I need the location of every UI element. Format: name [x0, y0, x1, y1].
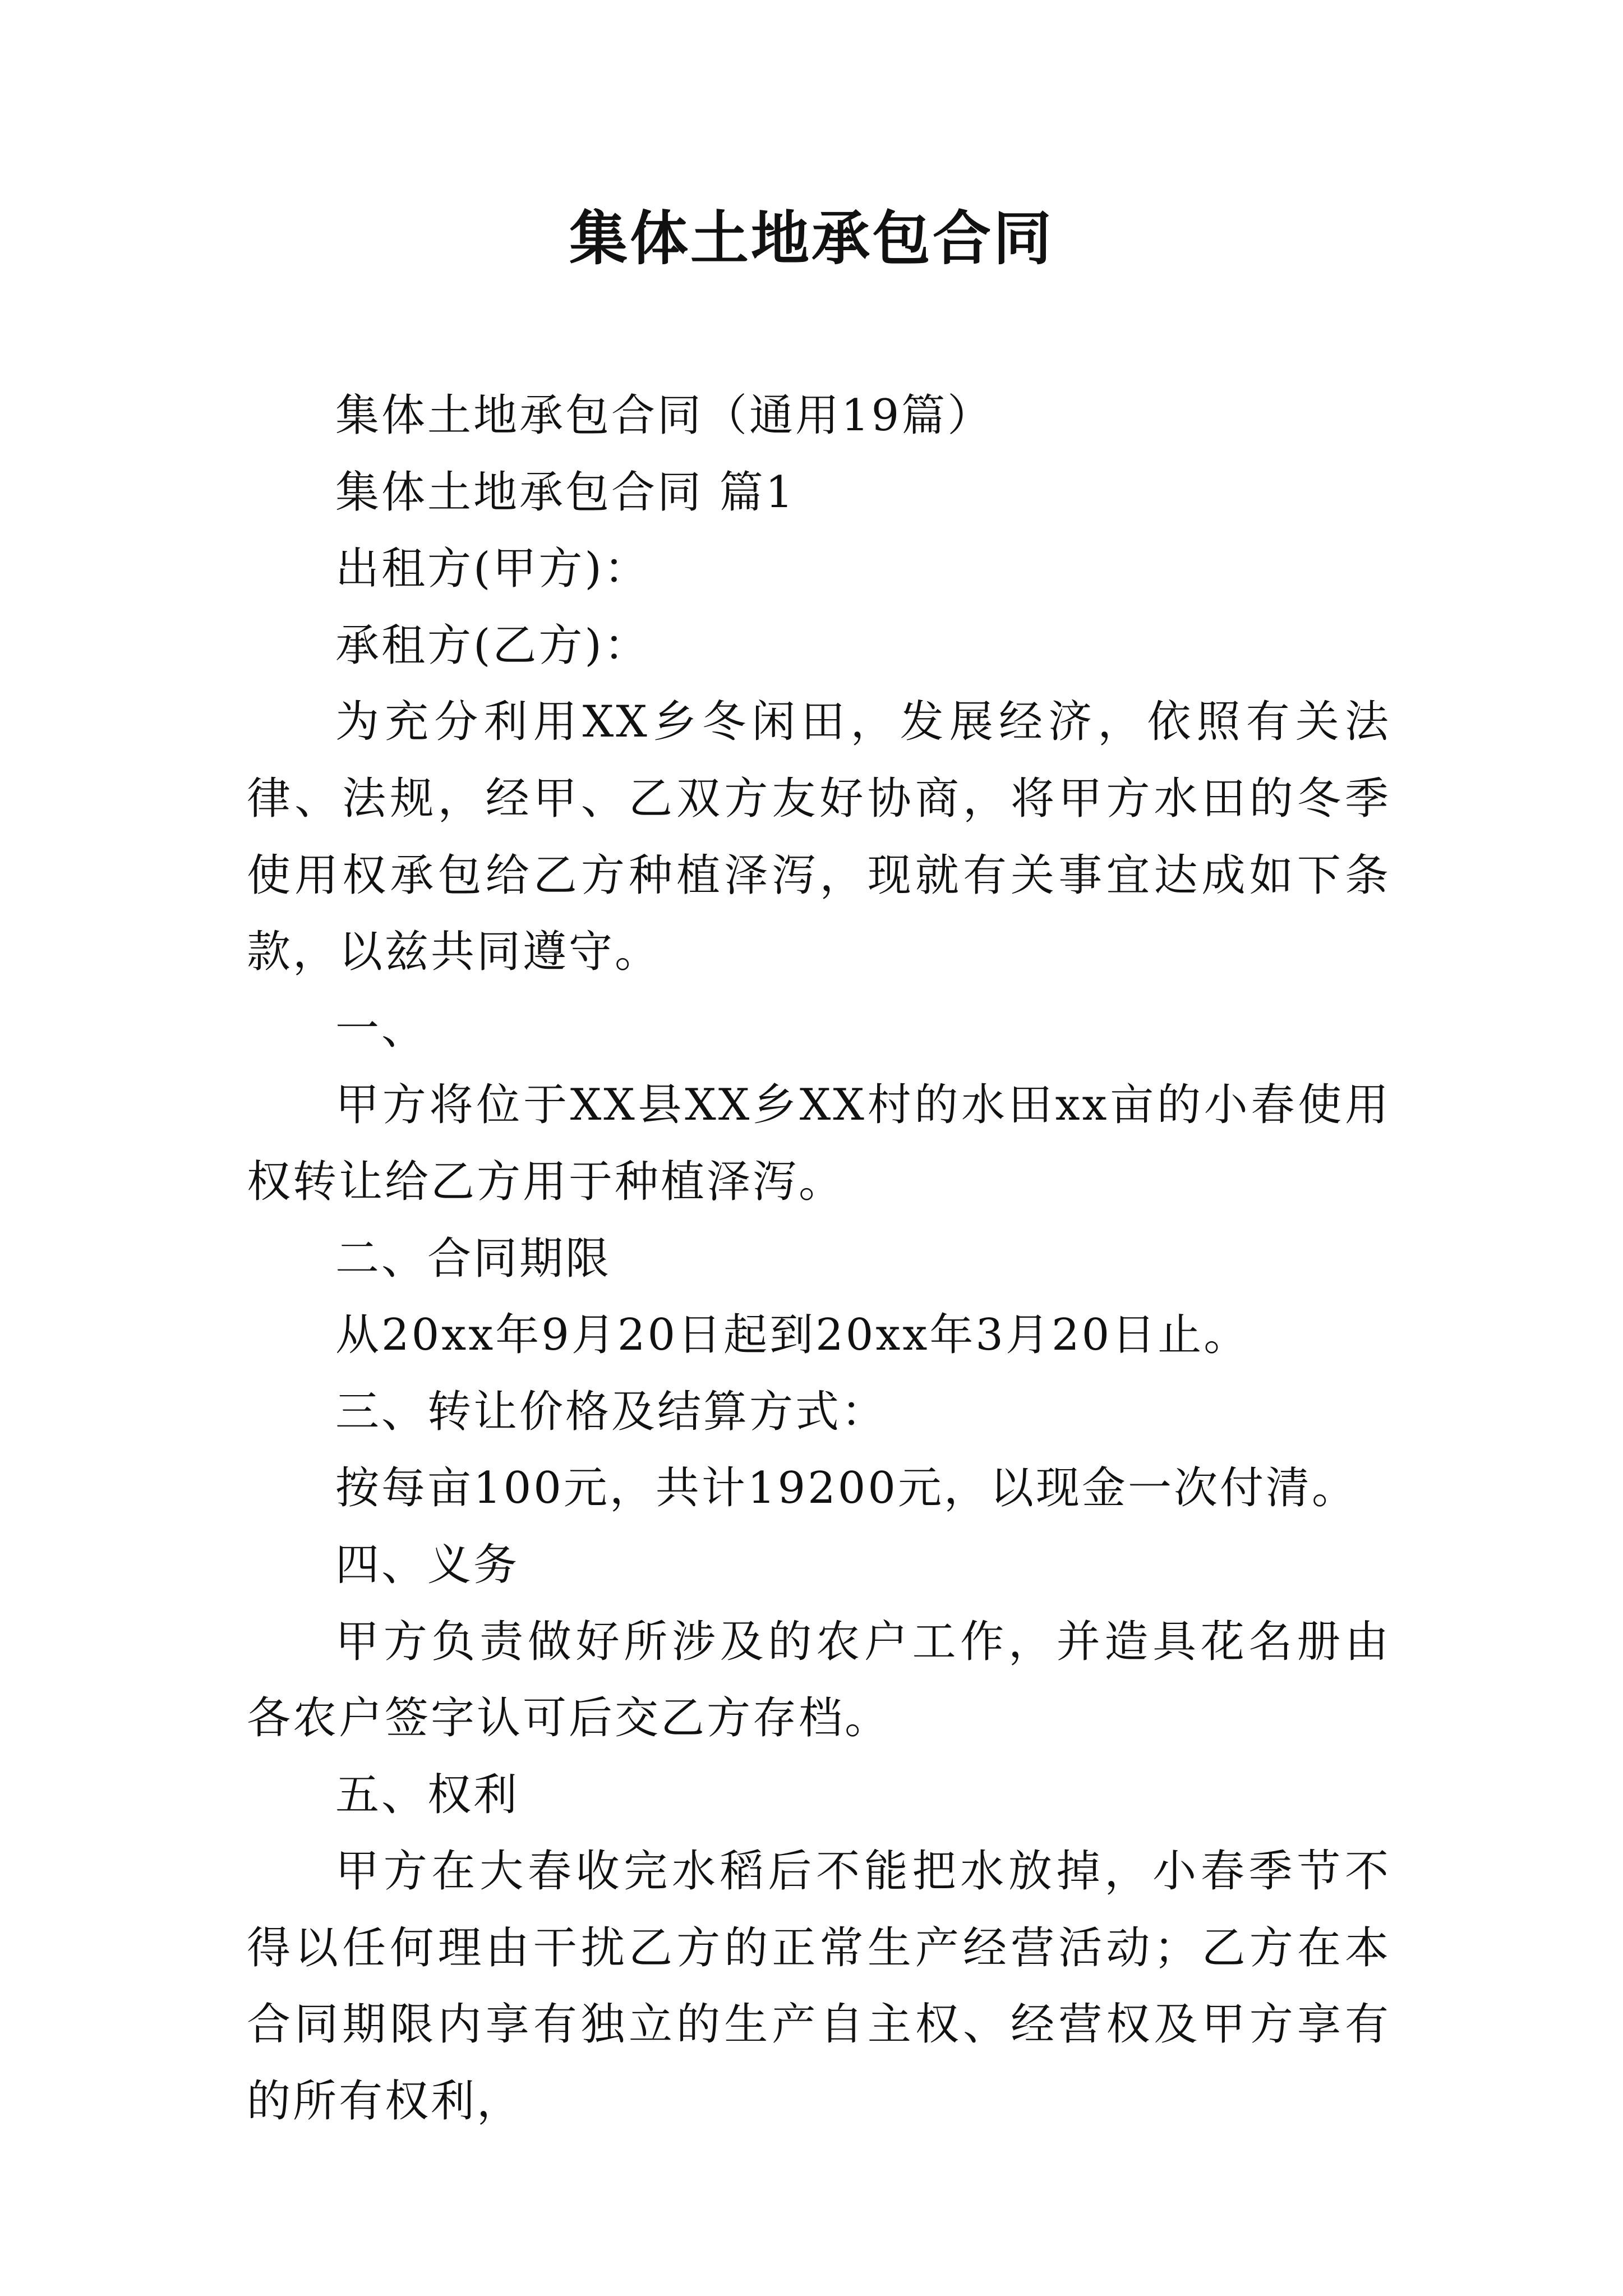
paragraph-subtitle: 集体土地承包合同（通用19篇） [335, 390, 994, 441]
paragraph-clause-5-heading: 五、权利 [335, 1769, 520, 1820]
paragraph-lessor: 出租方(甲方)： [335, 544, 650, 595]
paragraph-clause-3-heading: 三、转让价格及结算方式： [335, 1386, 888, 1437]
paragraph-preamble: 为充分利用XX乡冬闲田，发展经济，依照有关法律、法规，经甲、乙双方友好协商，将甲方水田的冬季使用权承包给乙方种植泽泻，现就有关事宜达成如下条款，以兹共同遵守。 [247, 697, 1391, 978]
document-body [247, 378, 1391, 2140]
paragraph-clause-2-text: 从20xx年9月20日起到20xx年3月20日止。 [335, 1310, 1250, 1361]
paragraph-clause-4-heading: 四、义务 [335, 1539, 520, 1590]
paragraph-clause-2-heading: 二、合同期限 [335, 1233, 612, 1284]
document-title: 集体土地承包合同 [569, 204, 1054, 273]
paragraph-section-heading: 集体土地承包合同 篇1 [335, 467, 796, 518]
paragraph-clause-4-text: 甲方负责做好所涉及的农户工作，并造具花名册由各农户签字认可后交乙方存档。 [247, 1616, 1391, 1744]
paragraph-clause-3-text: 按每亩100元，共计19200元，以现金一次付清。 [335, 1463, 1358, 1514]
paragraph-lessee: 承租方(乙方)： [335, 620, 650, 671]
paragraph-clause-1-text: 甲方将位于XX县XX乡XX村的水田xx亩的小春使用权转让给乙方用于种植泽泻。 [247, 1080, 1391, 1207]
paragraph-clause-1-heading: 一、 [335, 1003, 428, 1054]
paragraph-clause-5-text: 甲方在大春收完水稻后不能把水放掉，小春季节不得以任何理由干扰乙方的正常生产经营活动；乙方在本合同期限内享有独立的生产自主权、经营权及甲方享有的所有权利， [247, 1846, 1391, 2127]
